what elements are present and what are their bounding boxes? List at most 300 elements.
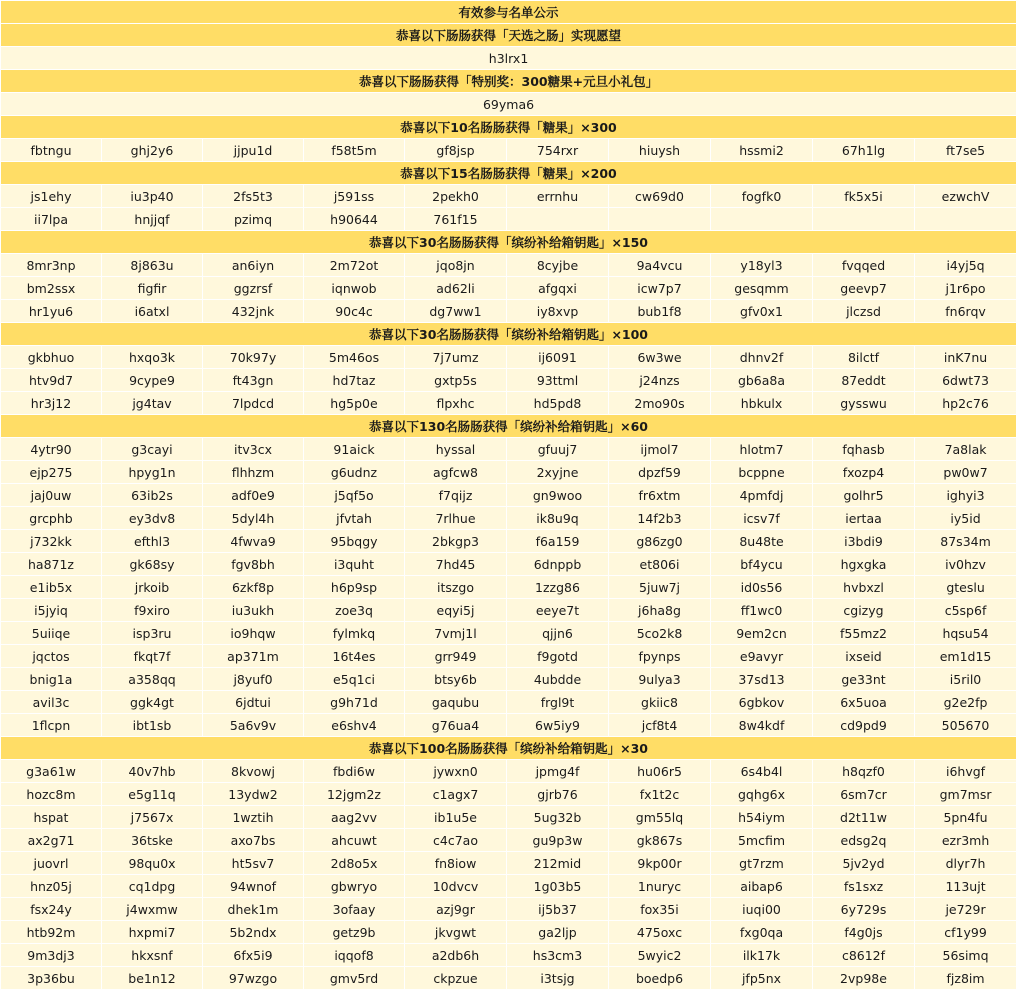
winner-name: c5sp6f — [915, 599, 1016, 622]
winner-name: hr3j12 — [1, 392, 102, 415]
winner-name: 70k97y — [203, 346, 304, 369]
winner-name: gxtp5s — [405, 369, 507, 392]
winner-name: j591ss — [304, 185, 405, 208]
winner-name: jpmg4f — [507, 760, 609, 783]
winner-name: em1d15 — [915, 645, 1016, 668]
winner-name: 5pn4fu — [915, 806, 1016, 829]
winner-name: hpyg1n — [102, 461, 203, 484]
winner-name: ilk17k — [711, 944, 813, 967]
winner-name: jlczsd — [813, 300, 915, 323]
winner-row — [1, 967, 1016, 990]
winner-name: c8612f — [813, 944, 915, 967]
winner-name: gk68sy — [102, 553, 203, 576]
winner-name: j24nzs — [609, 369, 711, 392]
winner-name: gjrb76 — [507, 783, 609, 806]
section-header: 恭喜以下肠肠获得「天选之肠」实现愿望 — [1, 24, 1016, 47]
title-row — [1, 1, 1016, 24]
winner-name: g6udnz — [304, 461, 405, 484]
section-header: 恭喜以下30名肠肠获得「缤纷补给箱钥匙」×100 — [1, 323, 1016, 346]
winner-name: bub1f8 — [609, 300, 711, 323]
winner-name: ft7se5 — [915, 139, 1016, 162]
winner-name: hiuysh — [609, 139, 711, 162]
winner-name: hd7taz — [304, 369, 405, 392]
winner-row — [1, 300, 1016, 323]
winner-name: 7rlhue — [405, 507, 507, 530]
winner-name: 7lpdcd — [203, 392, 304, 415]
winner-name: 6dwt73 — [915, 369, 1016, 392]
winner-name: e5q1ci — [304, 668, 405, 691]
winner-name: axo7bs — [203, 829, 304, 852]
winner-name: 7j7umz — [405, 346, 507, 369]
winner-name: 14f2b3 — [609, 507, 711, 530]
winner-name: 6w3we — [609, 346, 711, 369]
winner-row — [1, 484, 1016, 507]
winner-name: 1flcpn — [1, 714, 102, 737]
winner-row — [1, 875, 1016, 898]
section-header: 恭喜以下15名肠肠获得「糖果」×200 — [1, 162, 1016, 185]
winner-name: 7hd45 — [405, 553, 507, 576]
winner-name: 87eddt — [813, 369, 915, 392]
winner-row — [1, 47, 1016, 70]
winner-row — [1, 346, 1016, 369]
winner-name: 63ib2s — [102, 484, 203, 507]
winner-name: hnz05j — [1, 875, 102, 898]
winner-name: cgizyg — [813, 599, 915, 622]
winner-name: gb6a8a — [711, 369, 813, 392]
winner-name: ft43gn — [203, 369, 304, 392]
winner-name: gqhg6x — [711, 783, 813, 806]
winner-name: gfv0x1 — [711, 300, 813, 323]
winner-name: fkqt7f — [102, 645, 203, 668]
winner-name: 91aick — [304, 438, 405, 461]
winner-name: isp3ru — [102, 622, 203, 645]
winner-name: fr6xtm — [609, 484, 711, 507]
winner-name: a2db6h — [405, 944, 507, 967]
winner-name: aag2vv — [304, 806, 405, 829]
winner-name: ixseid — [813, 645, 915, 668]
winner-row — [1, 622, 1016, 645]
winner-name: 16t4es — [304, 645, 405, 668]
winner-name: 9ulya3 — [609, 668, 711, 691]
winner-row — [1, 553, 1016, 576]
winner-name: pw0w7 — [915, 461, 1016, 484]
section-header: 恭喜以下130名肠肠获得「缤纷补给箱钥匙」×60 — [1, 415, 1016, 438]
winner-name: hp2c76 — [915, 392, 1016, 415]
winner-name: dpzf59 — [609, 461, 711, 484]
winner-name: gaqubu — [405, 691, 507, 714]
winner-name: ii7lpa — [1, 208, 102, 231]
winner-name: dlyr7h — [915, 852, 1016, 875]
winner-name: hd5pd8 — [507, 392, 609, 415]
winner-name: gn9woo — [507, 484, 609, 507]
winner-name: i6atxl — [102, 300, 203, 323]
winner-name: jcf8t4 — [609, 714, 711, 737]
winner-name: g9h71d — [304, 691, 405, 714]
winner-name: 3p36bu — [1, 967, 102, 990]
winner-name: bf4ycu — [711, 553, 813, 576]
winner-name: zoe3q — [304, 599, 405, 622]
winner-name: f4g0js — [813, 921, 915, 944]
winners-table-body — [1, 1, 1016, 990]
winner-row — [1, 760, 1016, 783]
winner-name: ezr3mh — [915, 829, 1016, 852]
winner-row — [1, 806, 1016, 829]
winner-name: agfcw8 — [405, 461, 507, 484]
winner-name: 2mo90s — [609, 392, 711, 415]
winner-name: cf1y99 — [915, 921, 1016, 944]
winner-name: 36tske — [102, 829, 203, 852]
winner-row — [1, 829, 1016, 852]
winner-name: 9cype9 — [102, 369, 203, 392]
winner-name: hxqo3k — [102, 346, 203, 369]
section-header-row — [1, 116, 1016, 139]
winner-name: i5ril0 — [915, 668, 1016, 691]
winner-row — [1, 438, 1016, 461]
winner-name: f58t5m — [304, 139, 405, 162]
winner-name: 2vp98e — [813, 967, 915, 990]
winner-name: a358qq — [102, 668, 203, 691]
winner-name: 5m46os — [304, 346, 405, 369]
winner-name: hg5p0e — [304, 392, 405, 415]
winner-name: hgxgka — [813, 553, 915, 576]
winner-name: 9a4vcu — [609, 254, 711, 277]
winner-name: 67h1lg — [813, 139, 915, 162]
winner-name: hxpmi7 — [102, 921, 203, 944]
winner-name: 1wztih — [203, 806, 304, 829]
winner-name: ha871z — [1, 553, 102, 576]
winner-row — [1, 921, 1016, 944]
winner-name: i6hvgf — [915, 760, 1016, 783]
winner-name: grcphb — [1, 507, 102, 530]
winner-name: iu3p40 — [102, 185, 203, 208]
winner-name: jjpu1d — [203, 139, 304, 162]
winner-name: 2m72ot — [304, 254, 405, 277]
winner-name: dg7ww1 — [405, 300, 507, 323]
winner-name: hspat — [1, 806, 102, 829]
winner-name: gteslu — [915, 576, 1016, 599]
winner-name: cw69d0 — [609, 185, 711, 208]
winner-name: 93ttml — [507, 369, 609, 392]
winner-name: gkiic8 — [609, 691, 711, 714]
winner-name: 432jnk — [203, 300, 304, 323]
winner-name: an6iyn — [203, 254, 304, 277]
winner-name: 6y729s — [813, 898, 915, 921]
winner-name: 8w4kdf — [711, 714, 813, 737]
winner-name: ezwchV — [915, 185, 1016, 208]
winner-name: 6dnppb — [507, 553, 609, 576]
winner-name: ggk4gt — [102, 691, 203, 714]
winner-name: frgl9t — [507, 691, 609, 714]
winner-name: fpynps — [609, 645, 711, 668]
winner-name: hu06r5 — [609, 760, 711, 783]
winner-name: iy8xvp — [507, 300, 609, 323]
winner-name: ge33nt — [813, 668, 915, 691]
winner-name: j7567x — [102, 806, 203, 829]
winner-name: jrkoib — [102, 576, 203, 599]
winner-name: 56simq — [915, 944, 1016, 967]
winner-name: icsv7f — [711, 507, 813, 530]
winner-name: jg4tav — [102, 392, 203, 415]
winner-name: ij5b37 — [507, 898, 609, 921]
winner-name: cd9pd9 — [813, 714, 915, 737]
winner-name: iqqof8 — [304, 944, 405, 967]
section-header-row — [1, 162, 1016, 185]
winner-name: flpxhc — [405, 392, 507, 415]
winner-name: 69yma6 — [1, 93, 1016, 116]
winner-name: 94wnof — [203, 875, 304, 898]
winner-name: i5jyiq — [1, 599, 102, 622]
section-header-row — [1, 24, 1016, 47]
section-header-row — [1, 231, 1016, 254]
winner-name: dhek1m — [203, 898, 304, 921]
winner-name: 5dyl4h — [203, 507, 304, 530]
winner-name: c1agx7 — [405, 783, 507, 806]
winner-name: 1nuryc — [609, 875, 711, 898]
winner-name: qjjn6 — [507, 622, 609, 645]
winner-name: gk867s — [609, 829, 711, 852]
winner-name: efthl3 — [102, 530, 203, 553]
winner-name: golhr5 — [813, 484, 915, 507]
winner-name: ff1wc0 — [711, 599, 813, 622]
winner-row — [1, 185, 1016, 208]
winner-name: i4yj5q — [915, 254, 1016, 277]
empty-cell — [915, 208, 1016, 231]
winner-name: eeye7t — [507, 599, 609, 622]
winner-name: 113ujt — [915, 875, 1016, 898]
winner-name: h3lrx1 — [1, 47, 1016, 70]
winner-name: azj9gr — [405, 898, 507, 921]
winner-name: hvbxzl — [813, 576, 915, 599]
winner-name: 5b2ndx — [203, 921, 304, 944]
winner-row — [1, 507, 1016, 530]
winner-name: 4ytr90 — [1, 438, 102, 461]
winner-name: ggzrsf — [203, 277, 304, 300]
winner-name: 9m3dj3 — [1, 944, 102, 967]
winner-name: 2bkgp3 — [405, 530, 507, 553]
winner-name: gfuuj7 — [507, 438, 609, 461]
empty-cell — [507, 208, 609, 231]
winner-name: eqyi5j — [405, 599, 507, 622]
winner-name: j6ha8g — [609, 599, 711, 622]
winner-name: jfvtah — [304, 507, 405, 530]
winner-name: e5g11q — [102, 783, 203, 806]
winner-name: ad62li — [405, 277, 507, 300]
winner-name: bcppne — [711, 461, 813, 484]
winner-name: fx1t2c — [609, 783, 711, 806]
winner-name: btsy6b — [405, 668, 507, 691]
winner-name: htv9d7 — [1, 369, 102, 392]
winner-name: h90644 — [304, 208, 405, 231]
winner-name: c4c7ao — [405, 829, 507, 852]
winner-name: jfp5nx — [711, 967, 813, 990]
winner-name: 6sm7cr — [813, 783, 915, 806]
winner-row — [1, 530, 1016, 553]
winner-name: g2e2fp — [915, 691, 1016, 714]
winner-name: gm7msr — [915, 783, 1016, 806]
section-header-row — [1, 323, 1016, 346]
winner-name: i3quht — [304, 553, 405, 576]
winner-name: ht5sv7 — [203, 852, 304, 875]
winner-name: g3cayi — [102, 438, 203, 461]
winner-name: e6shv4 — [304, 714, 405, 737]
winner-name: fgv8bh — [203, 553, 304, 576]
winner-name: 13ydw2 — [203, 783, 304, 806]
winner-name: fn6rqv — [915, 300, 1016, 323]
section-header-row — [1, 737, 1016, 760]
winner-name: gf8jsp — [405, 139, 507, 162]
winner-name: ik8u9q — [507, 507, 609, 530]
winner-name: getz9b — [304, 921, 405, 944]
winner-row — [1, 461, 1016, 484]
winner-name: ibt1sb — [102, 714, 203, 737]
winner-name: h8qzf0 — [813, 760, 915, 783]
winner-name: inK7nu — [915, 346, 1016, 369]
winner-name: itszgo — [405, 576, 507, 599]
winner-name: g3a61w — [1, 760, 102, 783]
winner-name: be1n12 — [102, 967, 203, 990]
winner-name: g86zg0 — [609, 530, 711, 553]
section-header: 恭喜以下10名肠肠获得「糖果」×300 — [1, 116, 1016, 139]
winner-name: juovrl — [1, 852, 102, 875]
winner-name: cq1dpg — [102, 875, 203, 898]
winner-name: fylmkq — [304, 622, 405, 645]
winner-name: 2pekh0 — [405, 185, 507, 208]
winner-name: 212mid — [507, 852, 609, 875]
winner-name: j4wxmw — [102, 898, 203, 921]
winner-row — [1, 392, 1016, 415]
winner-row — [1, 208, 1016, 231]
winner-row — [1, 254, 1016, 277]
winner-name: f6a159 — [507, 530, 609, 553]
winner-name: icw7p7 — [609, 277, 711, 300]
winner-name: 6w5iy9 — [507, 714, 609, 737]
winner-name: jkvgwt — [405, 921, 507, 944]
winner-name: boedp6 — [609, 967, 711, 990]
winner-name: gm55lq — [609, 806, 711, 829]
winner-name: 505670 — [915, 714, 1016, 737]
winner-name: fbdi6w — [304, 760, 405, 783]
winner-name: fvqqed — [813, 254, 915, 277]
winner-name: afgqxi — [507, 277, 609, 300]
winner-name: d2t11w — [813, 806, 915, 829]
winner-name: j8yuf0 — [203, 668, 304, 691]
winner-name: iy5id — [915, 507, 1016, 530]
winner-name: 6zkf8p — [203, 576, 304, 599]
winner-name: f55mz2 — [813, 622, 915, 645]
winner-name: 4ubdde — [507, 668, 609, 691]
winner-name: 1zzg86 — [507, 576, 609, 599]
winner-name: io9hqw — [203, 622, 304, 645]
winner-name: gesqmm — [711, 277, 813, 300]
winner-name: 37sd13 — [711, 668, 813, 691]
winner-name: iv0hzv — [915, 553, 1016, 576]
winner-name: aibap6 — [711, 875, 813, 898]
winner-name: 5wyic2 — [609, 944, 711, 967]
winner-name: hs3cm3 — [507, 944, 609, 967]
winner-name: iqnwob — [304, 277, 405, 300]
winner-name: 98qu0x — [102, 852, 203, 875]
winner-name: jywxn0 — [405, 760, 507, 783]
winner-name: hqsu54 — [915, 622, 1016, 645]
winner-name: 8mr3np — [1, 254, 102, 277]
winner-name: 6jdtui — [203, 691, 304, 714]
winner-row — [1, 277, 1016, 300]
winner-name: 5co2k8 — [609, 622, 711, 645]
winner-name: 8j863u — [102, 254, 203, 277]
winner-name: errnhu — [507, 185, 609, 208]
winner-name: js1ehy — [1, 185, 102, 208]
winner-name: 87s34m — [915, 530, 1016, 553]
winner-name: f9xiro — [102, 599, 203, 622]
winner-name: 6fx5i9 — [203, 944, 304, 967]
winner-name: gkbhuo — [1, 346, 102, 369]
winner-name: id0s56 — [711, 576, 813, 599]
winner-name: j1r6po — [915, 277, 1016, 300]
winner-row — [1, 369, 1016, 392]
winner-name: fk5x5i — [813, 185, 915, 208]
winner-name: 40v7hb — [102, 760, 203, 783]
winner-name: geevp7 — [813, 277, 915, 300]
winner-name: iertaa — [813, 507, 915, 530]
winner-name: fxozp4 — [813, 461, 915, 484]
winner-name: hyssal — [405, 438, 507, 461]
winner-row — [1, 139, 1016, 162]
winner-name: 475oxc — [609, 921, 711, 944]
winner-name: avil3c — [1, 691, 102, 714]
winner-name: htb92m — [1, 921, 102, 944]
winner-name: gu9p3w — [507, 829, 609, 852]
winner-name: fqhasb — [813, 438, 915, 461]
empty-cell — [609, 208, 711, 231]
winner-name: hkxsnf — [102, 944, 203, 967]
winner-name: gbwryo — [304, 875, 405, 898]
winner-name: g76ua4 — [405, 714, 507, 737]
section-header: 恭喜以下30名肠肠获得「缤纷补给箱钥匙」×150 — [1, 231, 1016, 254]
winner-row — [1, 645, 1016, 668]
winner-name: h6p9sp — [304, 576, 405, 599]
winner-name: bm2ssx — [1, 277, 102, 300]
winner-name: hozc8m — [1, 783, 102, 806]
winner-name: 8kvowj — [203, 760, 304, 783]
winner-row — [1, 576, 1016, 599]
winner-name: fogfk0 — [711, 185, 813, 208]
winner-name: hbkulx — [711, 392, 813, 415]
winner-name: f9gotd — [507, 645, 609, 668]
winner-name: j5qf5o — [304, 484, 405, 507]
winner-name: 5uiiqe — [1, 622, 102, 645]
winner-row — [1, 668, 1016, 691]
winner-name: ighyi3 — [915, 484, 1016, 507]
winner-name: i3bdi9 — [813, 530, 915, 553]
winner-name: 95bqgy — [304, 530, 405, 553]
winner-name: y18yl3 — [711, 254, 813, 277]
winner-row — [1, 599, 1016, 622]
winner-name: dhnv2f — [711, 346, 813, 369]
winner-name: jqo8jn — [405, 254, 507, 277]
winner-name: e9avyr — [711, 645, 813, 668]
section-header-row — [1, 70, 1016, 93]
winner-row — [1, 898, 1016, 921]
winner-name: 7a8lak — [915, 438, 1016, 461]
winner-name: ax2g71 — [1, 829, 102, 852]
empty-cell — [711, 208, 813, 231]
winner-name: 8ilctf — [813, 346, 915, 369]
winner-name: e1ib5x — [1, 576, 102, 599]
winner-name: iuqi00 — [711, 898, 813, 921]
winner-name: hlotm7 — [711, 438, 813, 461]
winner-name: 2fs5t3 — [203, 185, 304, 208]
winner-row — [1, 714, 1016, 737]
